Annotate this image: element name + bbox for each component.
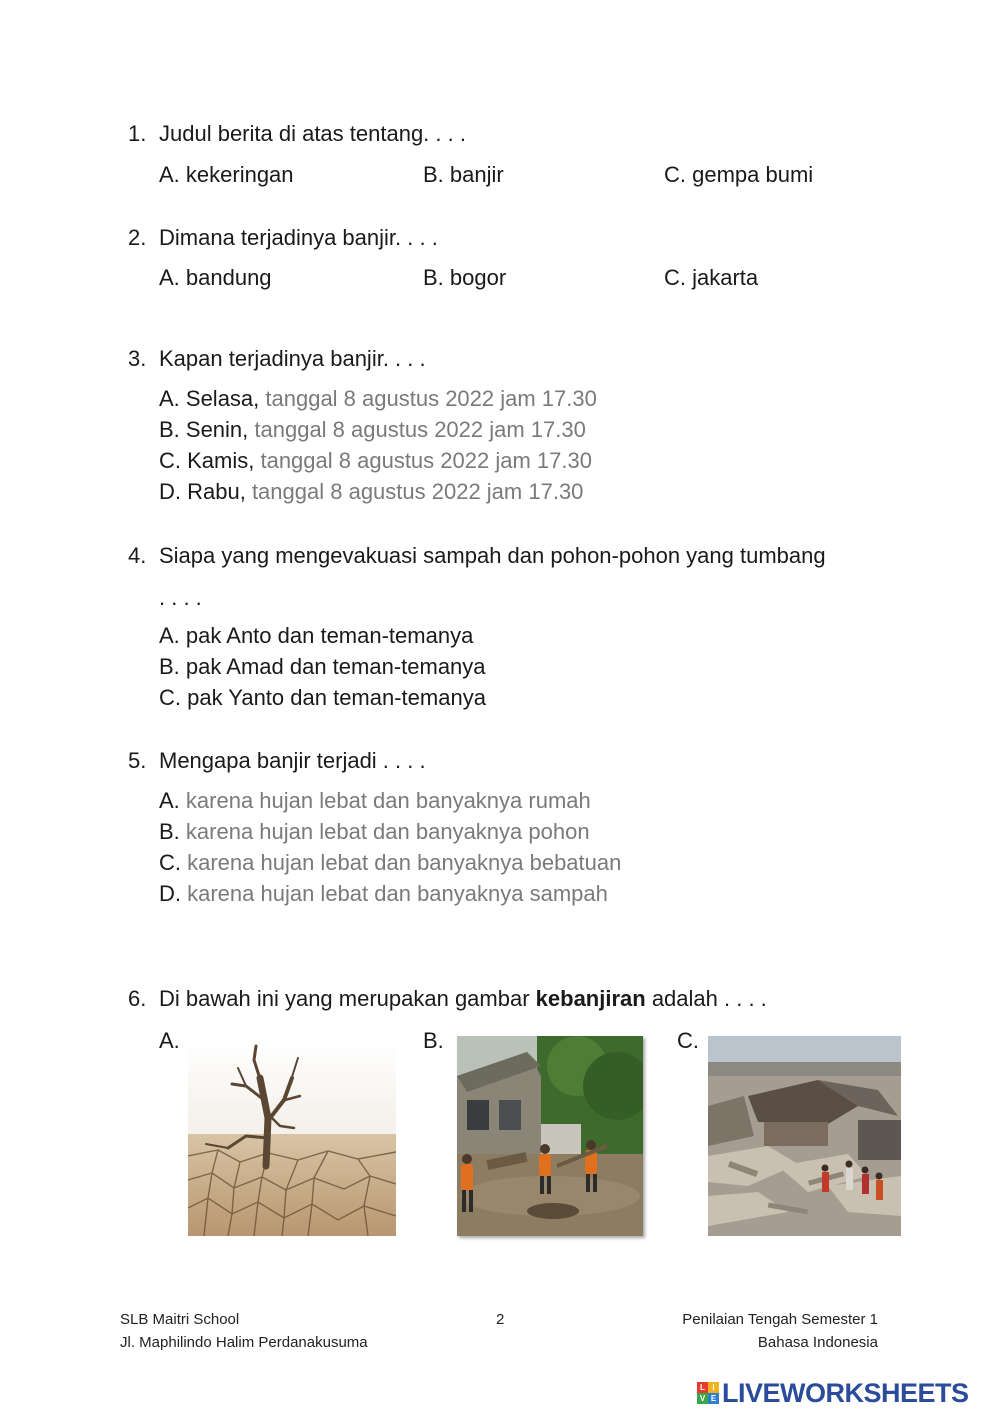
- option-a[interactable]: A. kekeringan: [159, 162, 294, 187]
- logo-mark-letter: I: [708, 1382, 719, 1393]
- question-text-bold: kebanjiran: [535, 986, 646, 1011]
- logo-mark-letter: L: [697, 1382, 708, 1393]
- option-detail: tanggal 8 agustus 2022 jam 17.30: [254, 448, 592, 473]
- option-detail: karena hujan lebat dan banyaknya sampah: [181, 881, 608, 906]
- footer-exam: Penilaian Tengah Semester 1: [682, 1311, 878, 1328]
- logo-text: LIVEWORKSHEETS: [722, 1377, 969, 1408]
- option-c[interactable]: [159, 448, 592, 474]
- question-number: 4.: [128, 543, 147, 568]
- footer-address: Jl. Maphilindo Halim Perdanakusuma: [120, 1334, 368, 1351]
- option-b[interactable]: [159, 417, 586, 443]
- option-a[interactable]: [159, 788, 591, 814]
- option-detail: karena hujan lebat dan banyaknya pohon: [179, 819, 590, 844]
- option-label: C. Kamis,: [159, 448, 255, 473]
- question-text: Kapan terjadinya banjir. . . .: [159, 346, 426, 371]
- option-b[interactable]: [159, 819, 590, 845]
- option-c[interactable]: C.: [677, 1028, 699, 1053]
- option-c[interactable]: [159, 850, 621, 876]
- question-number: 3.: [128, 346, 147, 371]
- question-text: [159, 986, 767, 1012]
- option-label: D.: [159, 881, 181, 906]
- logo-mark-letter: E: [708, 1393, 719, 1404]
- flood-image[interactable]: [457, 1036, 643, 1236]
- logo-mark-letter: V: [697, 1393, 708, 1404]
- option-c[interactable]: C. pak Yanto dan teman-temanya: [159, 685, 486, 710]
- drought-picture: [188, 1038, 396, 1236]
- option-b[interactable]: B. pak Amad dan teman-temanya: [159, 654, 486, 679]
- earthquake-picture: [708, 1036, 901, 1236]
- option-a[interactable]: A.: [159, 1028, 180, 1053]
- drought-image[interactable]: [188, 1038, 396, 1236]
- option-detail: tanggal 8 agustus 2022 jam 17.30: [248, 417, 586, 442]
- option-detail: karena hujan lebat dan banyaknya rumah: [179, 788, 591, 813]
- option-d[interactable]: [159, 479, 583, 505]
- option-b[interactable]: B. bogor: [423, 265, 507, 290]
- option-a[interactable]: A. bandung: [159, 265, 272, 290]
- option-label: B. Senin,: [159, 417, 249, 442]
- question-text-start: Di bawah ini yang merupakan gambar: [159, 986, 536, 1011]
- question-text: Mengapa banjir terjadi . . . .: [159, 748, 426, 773]
- question-text: Judul berita di atas tentang. . . .: [159, 121, 466, 146]
- question-text-end: adalah . . . .: [645, 986, 767, 1011]
- option-label: C.: [159, 850, 181, 875]
- option-label: A. Selasa,: [159, 386, 260, 411]
- question-text: Dimana terjadinya banjir. . . .: [159, 225, 438, 250]
- question-text-continued: . . . .: [159, 585, 202, 610]
- footer-subject: Bahasa Indonesia: [757, 1334, 878, 1351]
- option-c[interactable]: C. gempa bumi: [664, 162, 814, 187]
- option-c[interactable]: C. jakarta: [664, 265, 759, 290]
- page-number: 2: [496, 1311, 505, 1328]
- question-number: 6.: [128, 986, 147, 1011]
- option-d[interactable]: [159, 881, 608, 907]
- option-b[interactable]: B.: [423, 1028, 444, 1053]
- option-detail: karena hujan lebat dan banyaknya bebatuan: [181, 850, 622, 875]
- logo-mark-icon: [697, 1382, 719, 1404]
- question-number: 1.: [128, 121, 147, 146]
- option-label: A.: [159, 788, 180, 813]
- question-number: 5.: [128, 748, 147, 773]
- footer-school: SLB Maitri School: [120, 1311, 240, 1328]
- option-a[interactable]: [159, 386, 597, 412]
- option-label: D. Rabu,: [159, 479, 246, 504]
- earthquake-image[interactable]: [708, 1036, 901, 1236]
- flood-picture: [457, 1036, 643, 1236]
- option-b[interactable]: B. banjir: [423, 162, 504, 187]
- liveworksheets-logo[interactable]: [697, 1378, 969, 1408]
- question-number: 2.: [128, 225, 147, 250]
- option-detail: tanggal 8 agustus 2022 jam 17.30: [245, 479, 584, 504]
- option-detail: tanggal 8 agustus 2022 jam 17.30: [259, 386, 597, 411]
- option-a[interactable]: A. pak Anto dan teman-temanya: [159, 623, 474, 648]
- option-label: B.: [159, 819, 180, 844]
- question-text: Siapa yang mengevakuasi sampah dan pohon-pohon yang tumbang: [159, 543, 826, 568]
